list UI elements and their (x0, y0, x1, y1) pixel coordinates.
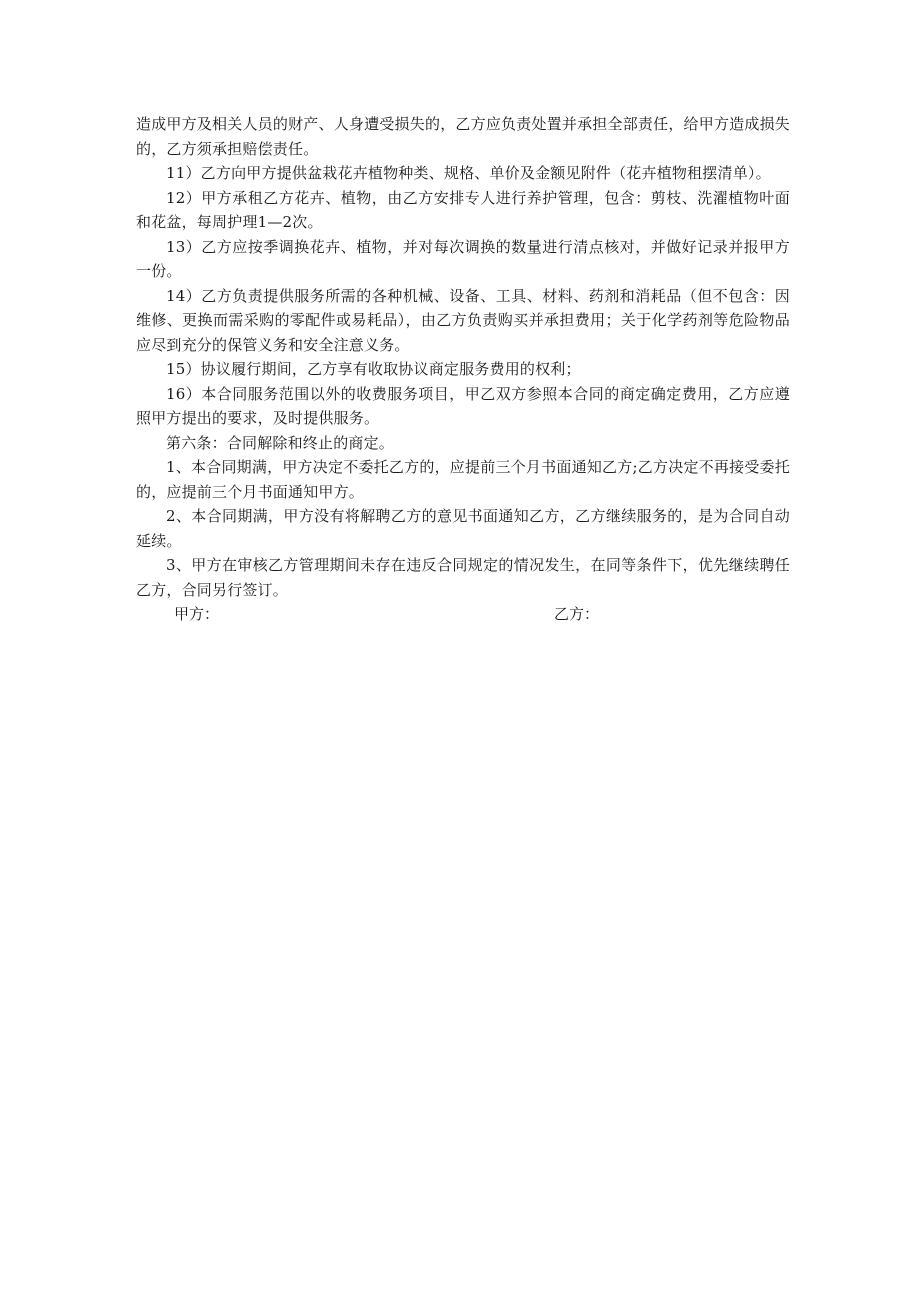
paragraph-clause-16: 16）本合同服务范围以外的收费服务项目，甲乙双方参照本合同的商定确定费用，乙方应遵照甲方提出的要求，及时提供服务。 (136, 384, 790, 427)
paragraph-clause-13: 13）乙方应按季调换花卉、植物，并对每次调换的数量进行清点核对，并做好记录并报甲方一份。 (136, 237, 790, 280)
paragraph-clause-11: 11）乙方向甲方提供盆栽花卉植物种类、规格、单价及金额见附件（花卉植物租摆清单）。 (166, 164, 771, 182)
party-b-signature-label: 乙方： (554, 605, 600, 623)
paragraph-termination-1: 1、本合同期满，甲方决定不委托乙方的，应提前三个月书面通知乙方;乙方决定不再接受委托的，应提前三个月书面通知甲方。 (136, 458, 790, 501)
party-a-signature-label: 甲方： (174, 605, 220, 623)
paragraph-clause-15: 15）协议履行期间，乙方享有收取协议商定服务费用的权利； (166, 360, 581, 378)
paragraph-clause-14: 14）乙方负责提供服务所需的各种机械、设备、工具、材料、药剂和消耗品（但不包含：因维修、更换而需采购的零配件或易耗品），由乙方负责购买并承担费用；关于化学药剂等危险物品应尽到充分的保管义务和安全注意义务。 (136, 286, 790, 354)
paragraph-termination-3: 3、甲方在审核乙方管理期间未存在违反合同规定的情况发生，在同等条件下，优先继续聘任乙方，合同另行签订。 (136, 556, 790, 599)
section-heading-article-6: 第六条：合同解除和终止的商定。 (166, 433, 395, 452)
signature-row (136, 602, 790, 628)
paragraph-clause-12: 12）甲方承租乙方花卉、植物，由乙方安排专人进行养护管理，包含：剪枝、洗濯植物叶面和花盆，每周护理1—2次。 (136, 188, 790, 231)
paragraph-termination-2: 2、本合同期满，甲方没有将解聘乙方的意见书面通知乙方，乙方继续服务的，是为合同自动延续。 (136, 507, 790, 550)
document-page (136, 112, 790, 628)
paragraph-damage-liability: 造成甲方及相关人员的财产、人身遭受损失的，乙方应负责处置并承担全部责任，给甲方造成损失的，乙方须承担赔偿责任。 (136, 115, 790, 158)
